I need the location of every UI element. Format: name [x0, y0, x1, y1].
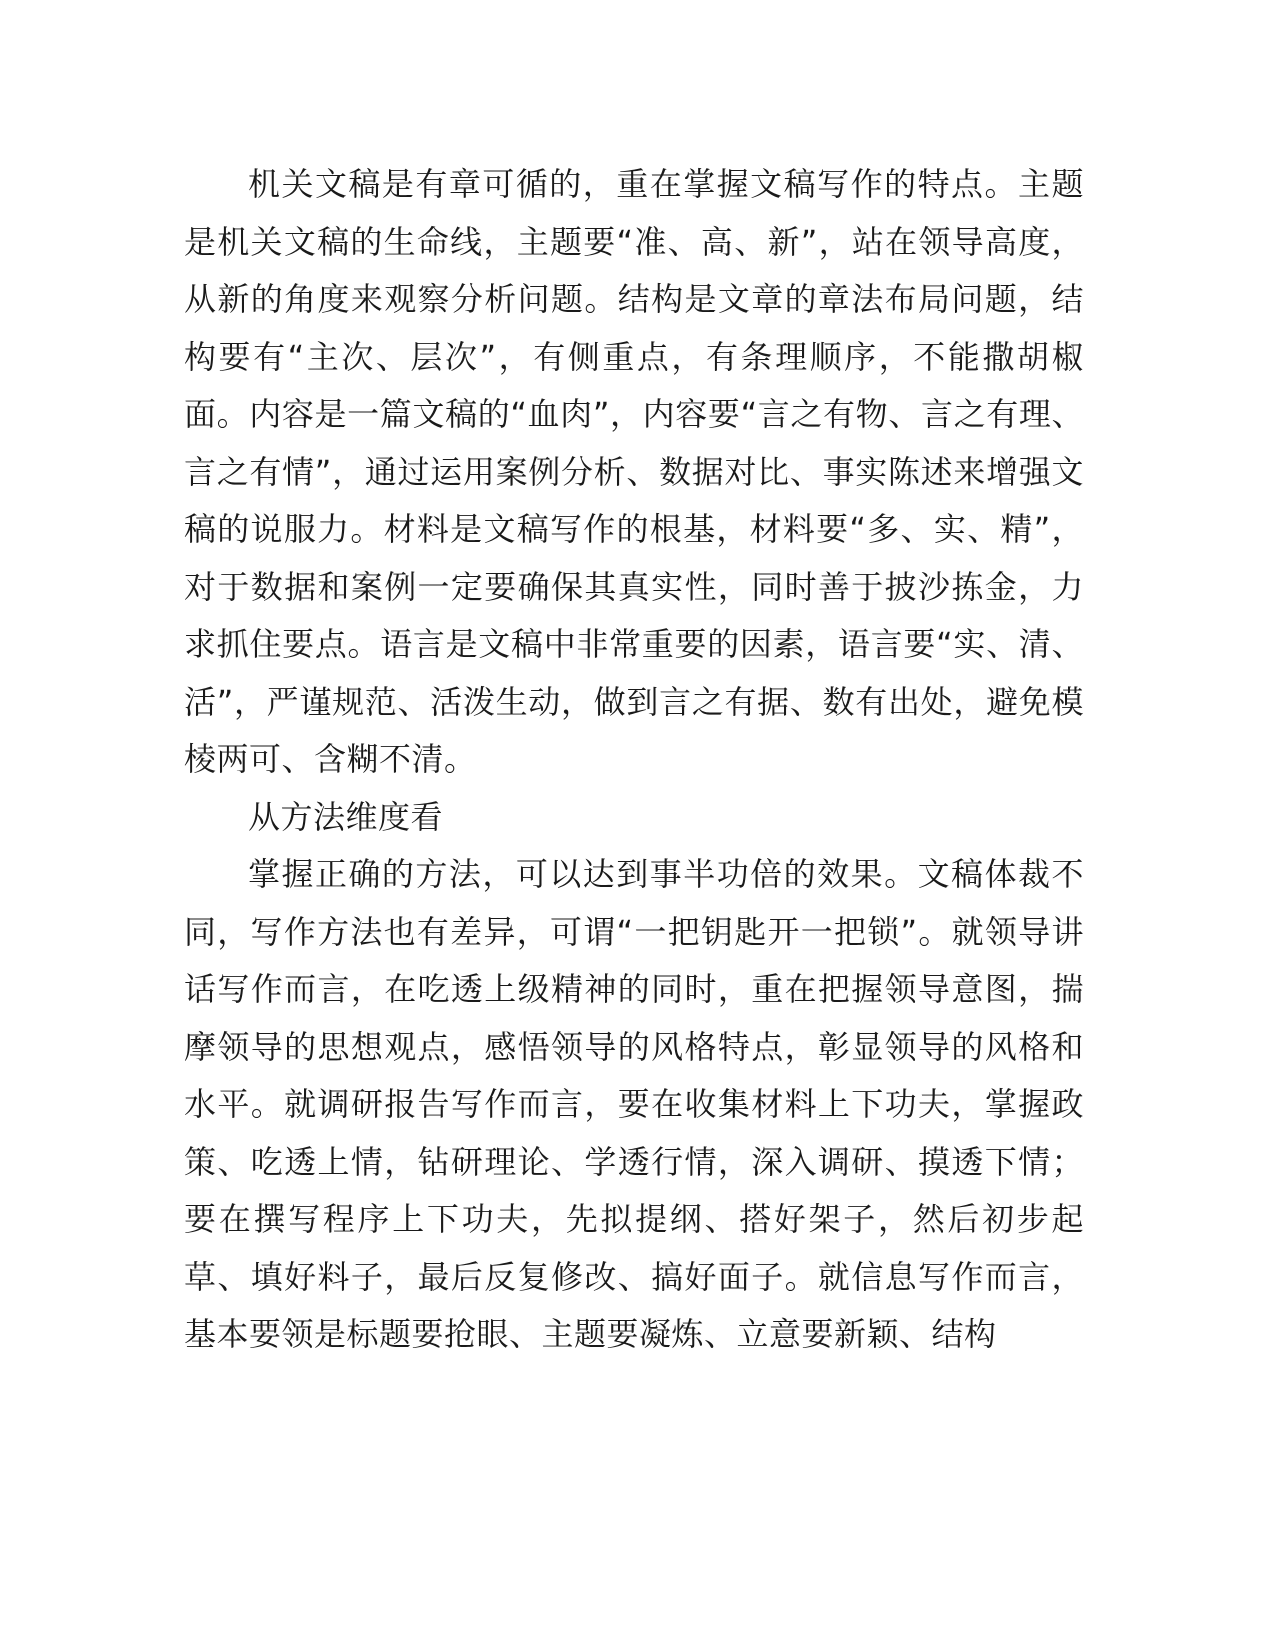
body-paragraph-2: 掌握正确的方法，可以达到事半功倍的效果。文稿体裁不同，写作方法也有差异，可谓“一把钥匙开一把锁”。就领导讲话写作而言，在吃透上级精神的同时，重在把握领导意图，揣摩领导的思想观点，感悟领导的风格特点，彰显领导的风格和水平。就调研报告写作而言，要在收集材料上下功夫，掌握政策、吃透上情，钻研理论、学透行情，深入调研、摸透下情；要在撰写程序上下功夫，先拟提纲、搭好架子，然后初步起草、填好料子，最后反复修改、搞好面子。就信息写作而言，基本要领是标题要抢眼、主题要凝炼、立意要新颖、结构 — [184, 855, 1084, 1353]
section-heading-method: 从方法维度看 — [248, 797, 444, 836]
body-paragraph-1: 机关文稿是有章可循的，重在掌握文稿写作的特点。主题是机关文稿的生命线，主题要“准、高、新”，站在领导高度，从新的角度来观察分析问题。结构是文章的章法布局问题，结构要有“主次、层次”，有侧重点，有条理顺序，不能撒胡椒面。内容是一篇文稿的“血肉”，内容要“言之有物、言之有理、言之有情”，通过运用案例分析、数据对比、事实陈述来增强文稿的说服力。材料是文稿写作的根基，材料要“多、实、精”，对于数据和案例一定要确保其真实性，同时善于披沙拣金，力求抓住要点。语言是文稿中非常重要的因素，语言要“实、清、活”，严谨规范、活泼生动，做到言之有据、数有出处，避免模棱两可、含糊不清。 — [184, 165, 1084, 778]
document-body — [184, 156, 1084, 1364]
